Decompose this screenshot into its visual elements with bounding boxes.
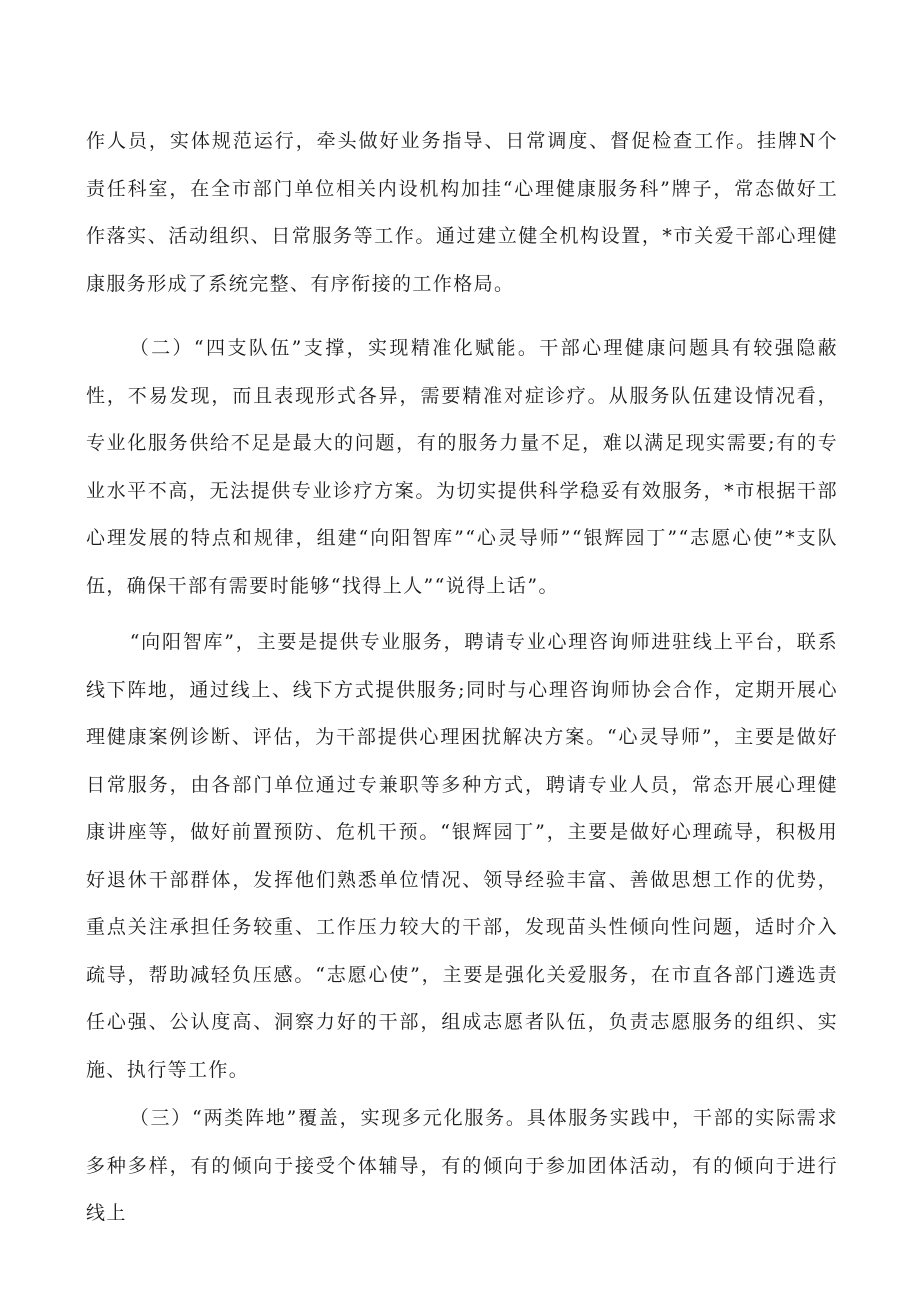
paragraph-two-venues: （三）“两类阵地”覆盖，实现多元化服务。具体服务实践中，干部的实际需求多种多样，有的倾向于接受个体辅导，有的倾向于参加团体活动，有的倾向于进行线上 <box>86 1107 838 1224</box>
paragraph-team-descriptions: “向阳智库”，主要是提供专业服务，聘请专业心理咨询师进驻线上平台，联系线下阵地，通过线上、线下方式提供服务;同时与心理咨询师协会合作，定期开展心理健康案例诊断、评估，为干部提供心理困扰解决方案。“心灵导师”，主要是做好日常服务，由各部门单位通过专兼职等多种方式，聘请专业人员，常态开展心理健康讲座等，做好前置预防、危机干预。“银辉园丁”，主要是做好心理疏导，积极用好退休干部群体，发挥他们熟悉单位情况、领导经验丰富、善做思想工作的优势，重点关注承担任务较重、工作压力较大的干部，发现苗头性倾向性问题，适时介入疏导，帮助减轻负压感。“志愿心使”，主要是强化关爱服务，在市直各部门遴选责任心强、公认度高、洞察力好的干部，组成志愿者队伍，负责志愿服务的组织、实施、执行等工作。 <box>86 631 838 1081</box>
paragraph-institution-setup: 作人员，实体规范运行，牵头做好业务指导、日常调度、督促检查工作。挂牌N个责任科室，在全市部门单位相关内设机构加挂“心理健康服务科”牌子，常态做好工作落实、活动组织、日常服务等工作。通过建立健全机构设置，*市关爱干部心理健康服务形成了系统完整、有序衔接的工作格局。 <box>86 130 838 295</box>
paragraph-four-teams: （二）“四支队伍”支撑，实现精准化赋能。干部心理健康问题具有较强隐蔽性，不易发现，而且表现形式各异，需要精准对症诊疗。从服务队伍建设情况看，专业化服务供给不足是最大的问题，有的服务力量不足，难以满足现实需要;有的专业水平不高，无法提供专业诊疗方案。为切实提供科学稳妥有效服务，*市根据干部心理发展的特点和规律，组建“向阳智库”“心灵导师”“银辉园丁”“志愿心使”*支队伍，确保干部有需要时能够“找得上人”“说得上话”。 <box>86 337 838 597</box>
